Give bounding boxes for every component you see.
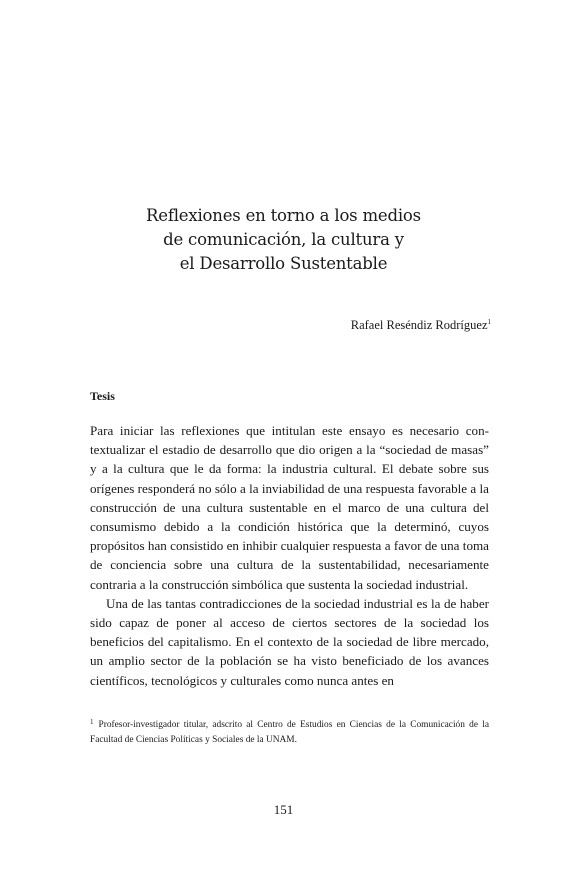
title-line: el Desarrollo Sustentable [179,254,388,273]
author-name-text: Rafael Reséndiz Rodríguez [350,318,488,332]
title-line: de comunicación, la cultura y [163,230,404,249]
title-line: Reflexiones en torno a los medios [146,206,421,225]
footnote-text: Profesor-investigador titular, adscrito al Centro de Estudios en Ciencias de la Comunicación de la Facultad de Ciencias Políticas y Sociales de la UNAM. [90,720,489,745]
body-text [90,421,489,690]
paragraph: Una de las tantas contradicciones de la sociedad industrial es la de haber sido capaz de poner al acceso de ciertos sectores de la sociedad los beneficios del capitalismo. En el contexto de la sociedad de libre mercado, un amplio sector de la población se ha visto beneficiado de los avances científicos, tecnológicos y culturales como nunca antes en [90,595,489,688]
article-title [0,204,567,276]
author-name [351,318,491,333]
footnote [90,715,489,748]
section-heading: Tesis [90,389,115,403]
footnote-mark: 1 [90,718,94,726]
author-footnote-mark: 1 [487,318,491,326]
page-number: 151 [273,802,294,817]
paragraph: Para iniciar las reflexiones que intitulan este ensayo es necesario contextualizar el estadio de desarrollo que dio origen a la “sociedad de masas” y a la cultura que le da forma: la industria cultural. El debate sobre sus orígenes responderá no sólo a la inviabilidad de una respuesta favorable a la construcción de una cultura sustentable en el marco de una cultura del consumismo debido a la condición histórica que la determinó, cuyos propósitos han consistido en inhibir cualquier respuesta a favor de una toma de conciencia sobre una cultura de la sustentabilidad, necesariamente contraria a la construcción simbólica que sustenta la sociedad industrial. [90,423,489,592]
